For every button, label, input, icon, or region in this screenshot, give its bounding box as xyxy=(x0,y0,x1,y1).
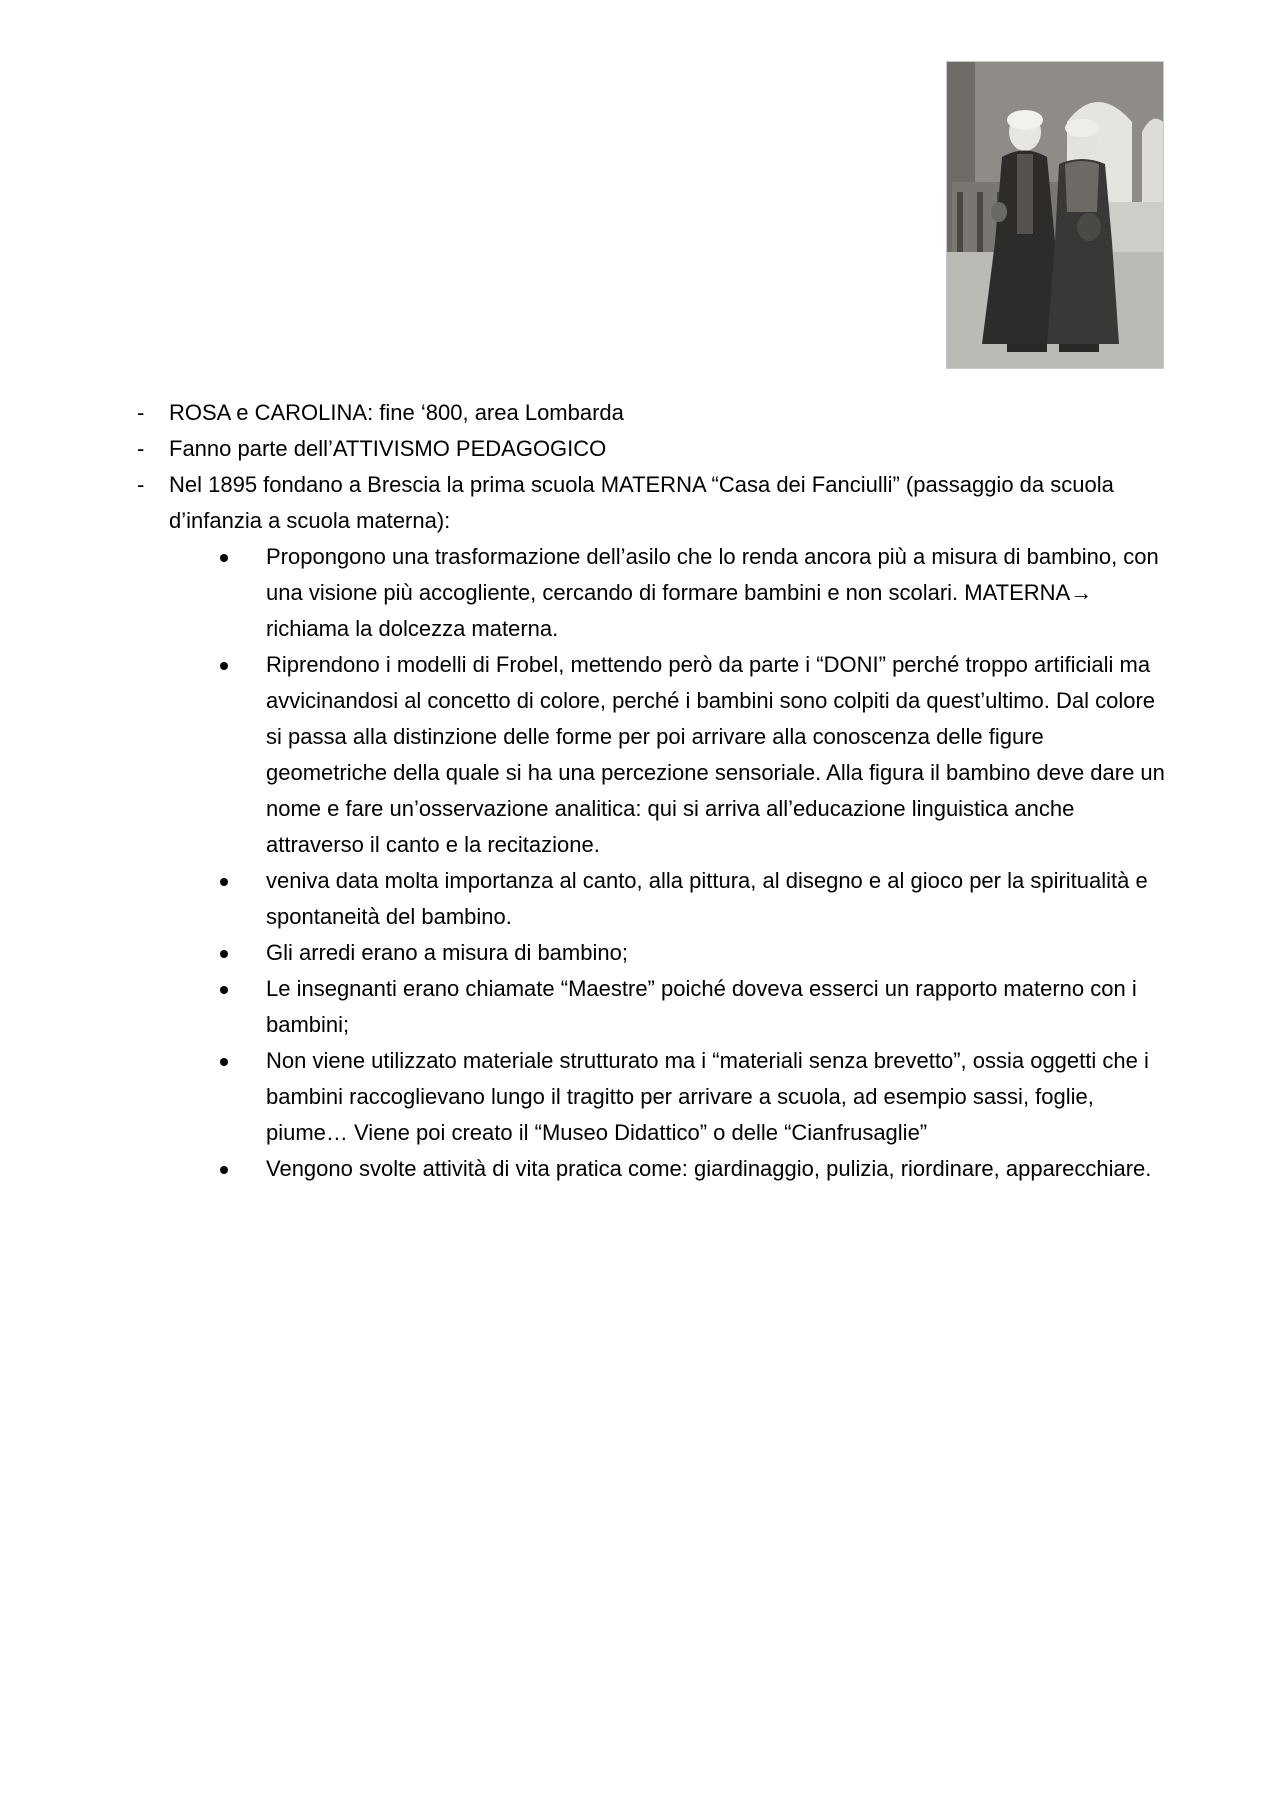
bullet-item xyxy=(169,1151,1168,1187)
photo-illustration xyxy=(947,62,1163,368)
bullet-item xyxy=(169,647,1168,863)
list-item xyxy=(133,431,1168,467)
bullet-item xyxy=(169,539,1168,647)
list-item xyxy=(133,395,1168,431)
bullet-item xyxy=(169,1043,1168,1151)
sub-bullet-list xyxy=(169,539,1168,1187)
bullet-item xyxy=(169,863,1168,935)
bullet-item xyxy=(169,971,1168,1043)
list-item-text: Fanno parte dell’ATTIVISMO PEDAGOGICO xyxy=(169,436,607,461)
bullet-text: Vengono svolte attività di vita pratica come: giardinaggio, pulizia, riordinare, apparecchiare. xyxy=(266,1156,1152,1181)
list-item-text: Nel 1895 fondano a Brescia la prima scuola MATERNA “Casa dei Fanciulli” (passaggio da scuola d’infanzia a scuola materna): xyxy=(169,472,1114,533)
bullet-text: Gli arredi erano a misura di bambino; xyxy=(266,940,628,965)
list-item xyxy=(133,467,1168,1187)
bullet-item xyxy=(169,935,1168,971)
bullet-text: Riprendono i modelli di Frobel, mettendo però da parte i “DONI” perché troppo artificiali ma avvicinandosi al concetto di colore, perché i bambini sono colpiti da quest’ultimo. Dal colore si passa alla distinzione delle forme per poi arrivare alla conoscenza delle figure geometriche della quale si ha una percezione sensoriale. Alla figura il bambino deve dare un nome e fare un’osservazione analitica: qui si arriva all’educazione linguistica anche attraverso il canto e la recitazione. xyxy=(266,652,1165,857)
notes-list xyxy=(133,395,1168,1187)
bullet-text: veniva data molta importanza al canto, alla pittura, al disegno e al gioco per la spiritualità e spontaneità del bambino. xyxy=(266,868,1148,929)
bullet-text: Le insegnanti erano chiamate “Maestre” poiché doveva esserci un rapporto materno con i bambini; xyxy=(266,976,1137,1037)
bullet-text: Propongono una trasformazione dell’asilo che lo renda ancora più a misura di bambino, con una visione più accogliente, cercando di formare bambini e non scolari. MATERNA→ richiama la dolcezza materna. xyxy=(266,544,1159,641)
list-item-text: ROSA e CAROLINA: fine ‘800, area Lombarda xyxy=(169,400,624,425)
photo-rosa-carolina xyxy=(946,61,1164,369)
bullet-text: Non viene utilizzato materiale strutturato ma i “materiali senza brevetto”, ossia oggetti che i bambini raccoglievano lungo il tragitto per arrivare a scuola, ad esempio sassi, foglie, piume… Viene poi creato il “Museo Didattico” o delle “Cianfrusaglie” xyxy=(266,1048,1149,1145)
